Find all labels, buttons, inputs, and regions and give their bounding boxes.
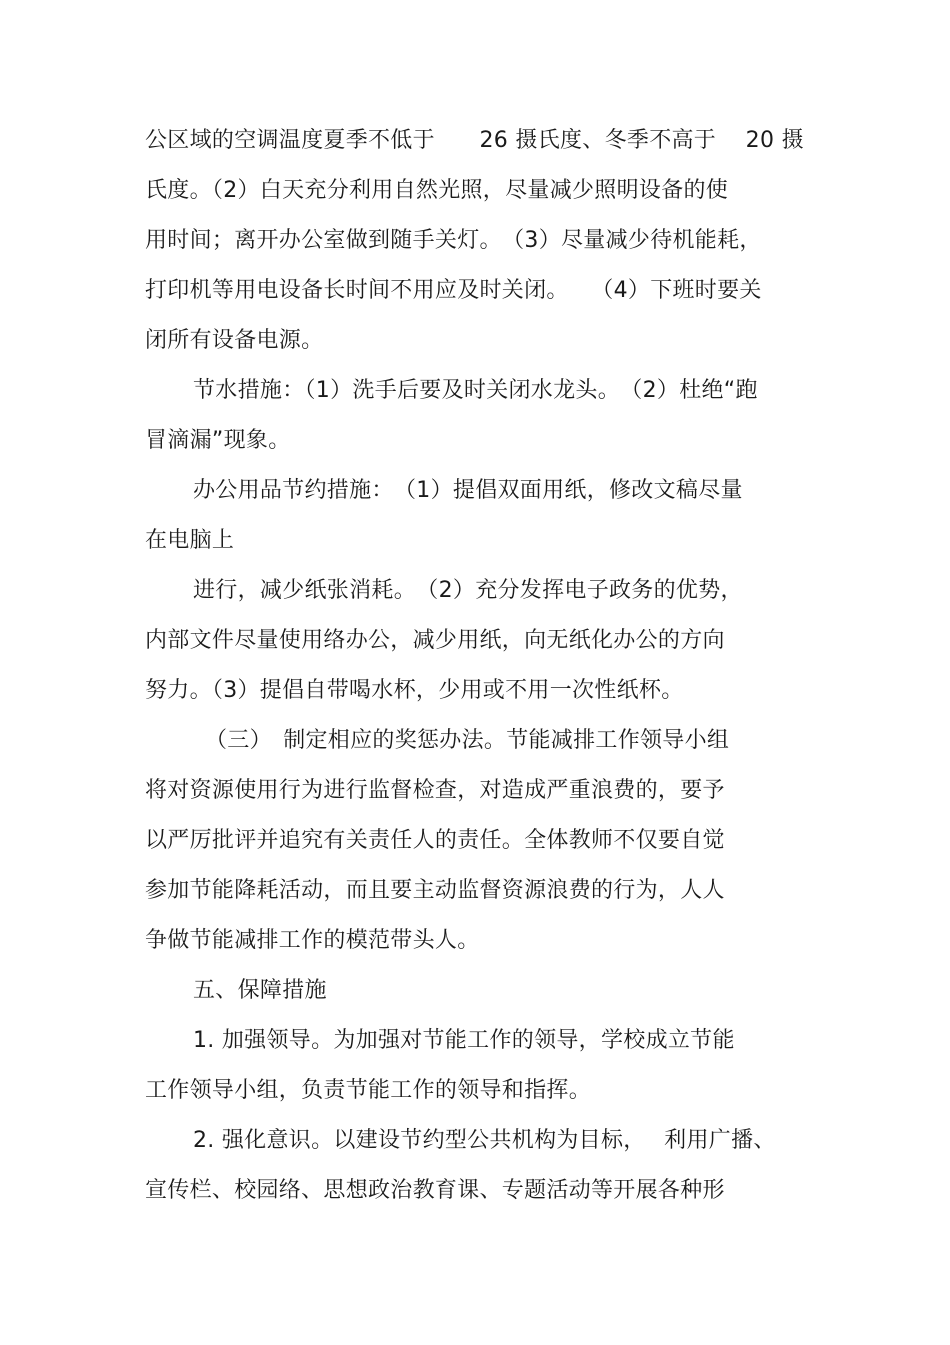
text-line: 节水措施：（1）洗手后要及时关闭水龙头。 （2）杜绝“跑 <box>193 378 758 403</box>
text-line: 冒滴漏”现象。 <box>145 428 291 453</box>
text-line: 将对资源使用行为进行监督检查，对造成严重浪费的，要予 <box>145 778 725 803</box>
text-line: 以严厉批评并追究有关责任人的责任。全体教师不仅要自觉 <box>145 828 725 853</box>
text-line: 氏度。（2）白天充分利用自然光照，尽量减少照明设备的使 <box>145 178 729 203</box>
text-line: 进行，减少纸张消耗。 （2）充分发挥电子政务的优势， <box>193 578 743 603</box>
text-line: 打印机等用电设备长时间不用应及时关闭。 （4）下班时要关 <box>145 278 762 303</box>
text-line: 办公用品节约措施： （1）提倡双面用纸，修改文稿尽量 <box>193 478 743 503</box>
text-line: 参加节能降耗活动，而且要主动监督资源浪费的行为，人人 <box>145 878 725 903</box>
text-line: 闭所有设备电源。 <box>145 328 324 353</box>
text-line: 工作领导小组，负责节能工作的领导和指挥。 <box>145 1078 592 1103</box>
text-line: 在电脑上 <box>145 528 235 553</box>
section-heading: 五、保障措施 <box>193 978 327 1003</box>
text-line: 努力。（3）提倡自带喝水杯，少用或不用一次性纸杯。 <box>145 678 684 703</box>
text-line: 用时间；离开办公室做到随手关灯。 （3）尽量减少待机能耗， <box>145 228 762 253</box>
text-line: 1. 加强领导。为加强对节能工作的领导，学校成立节能 <box>193 1028 735 1053</box>
text-line: 宣传栏、校园络、思想政治教育课、专题活动等开展各种形 <box>145 1178 725 1203</box>
text-line: （三） 制定相应的奖惩办法。节能减排工作领导小组 <box>205 728 730 753</box>
text-line: 内部文件尽量使用络办公，减少用纸，向无纸化办公的方向 <box>145 628 725 653</box>
text-line: 争做节能减排工作的模范带头人。 <box>145 928 480 953</box>
text-line: 公区域的空调温度夏季不低于 26 摄氏度、冬季不高于 20 摄 <box>145 128 804 153</box>
text-line: 2. 强化意识。以建设节约型公共机构为目标， 利用广播、 <box>193 1128 776 1153</box>
